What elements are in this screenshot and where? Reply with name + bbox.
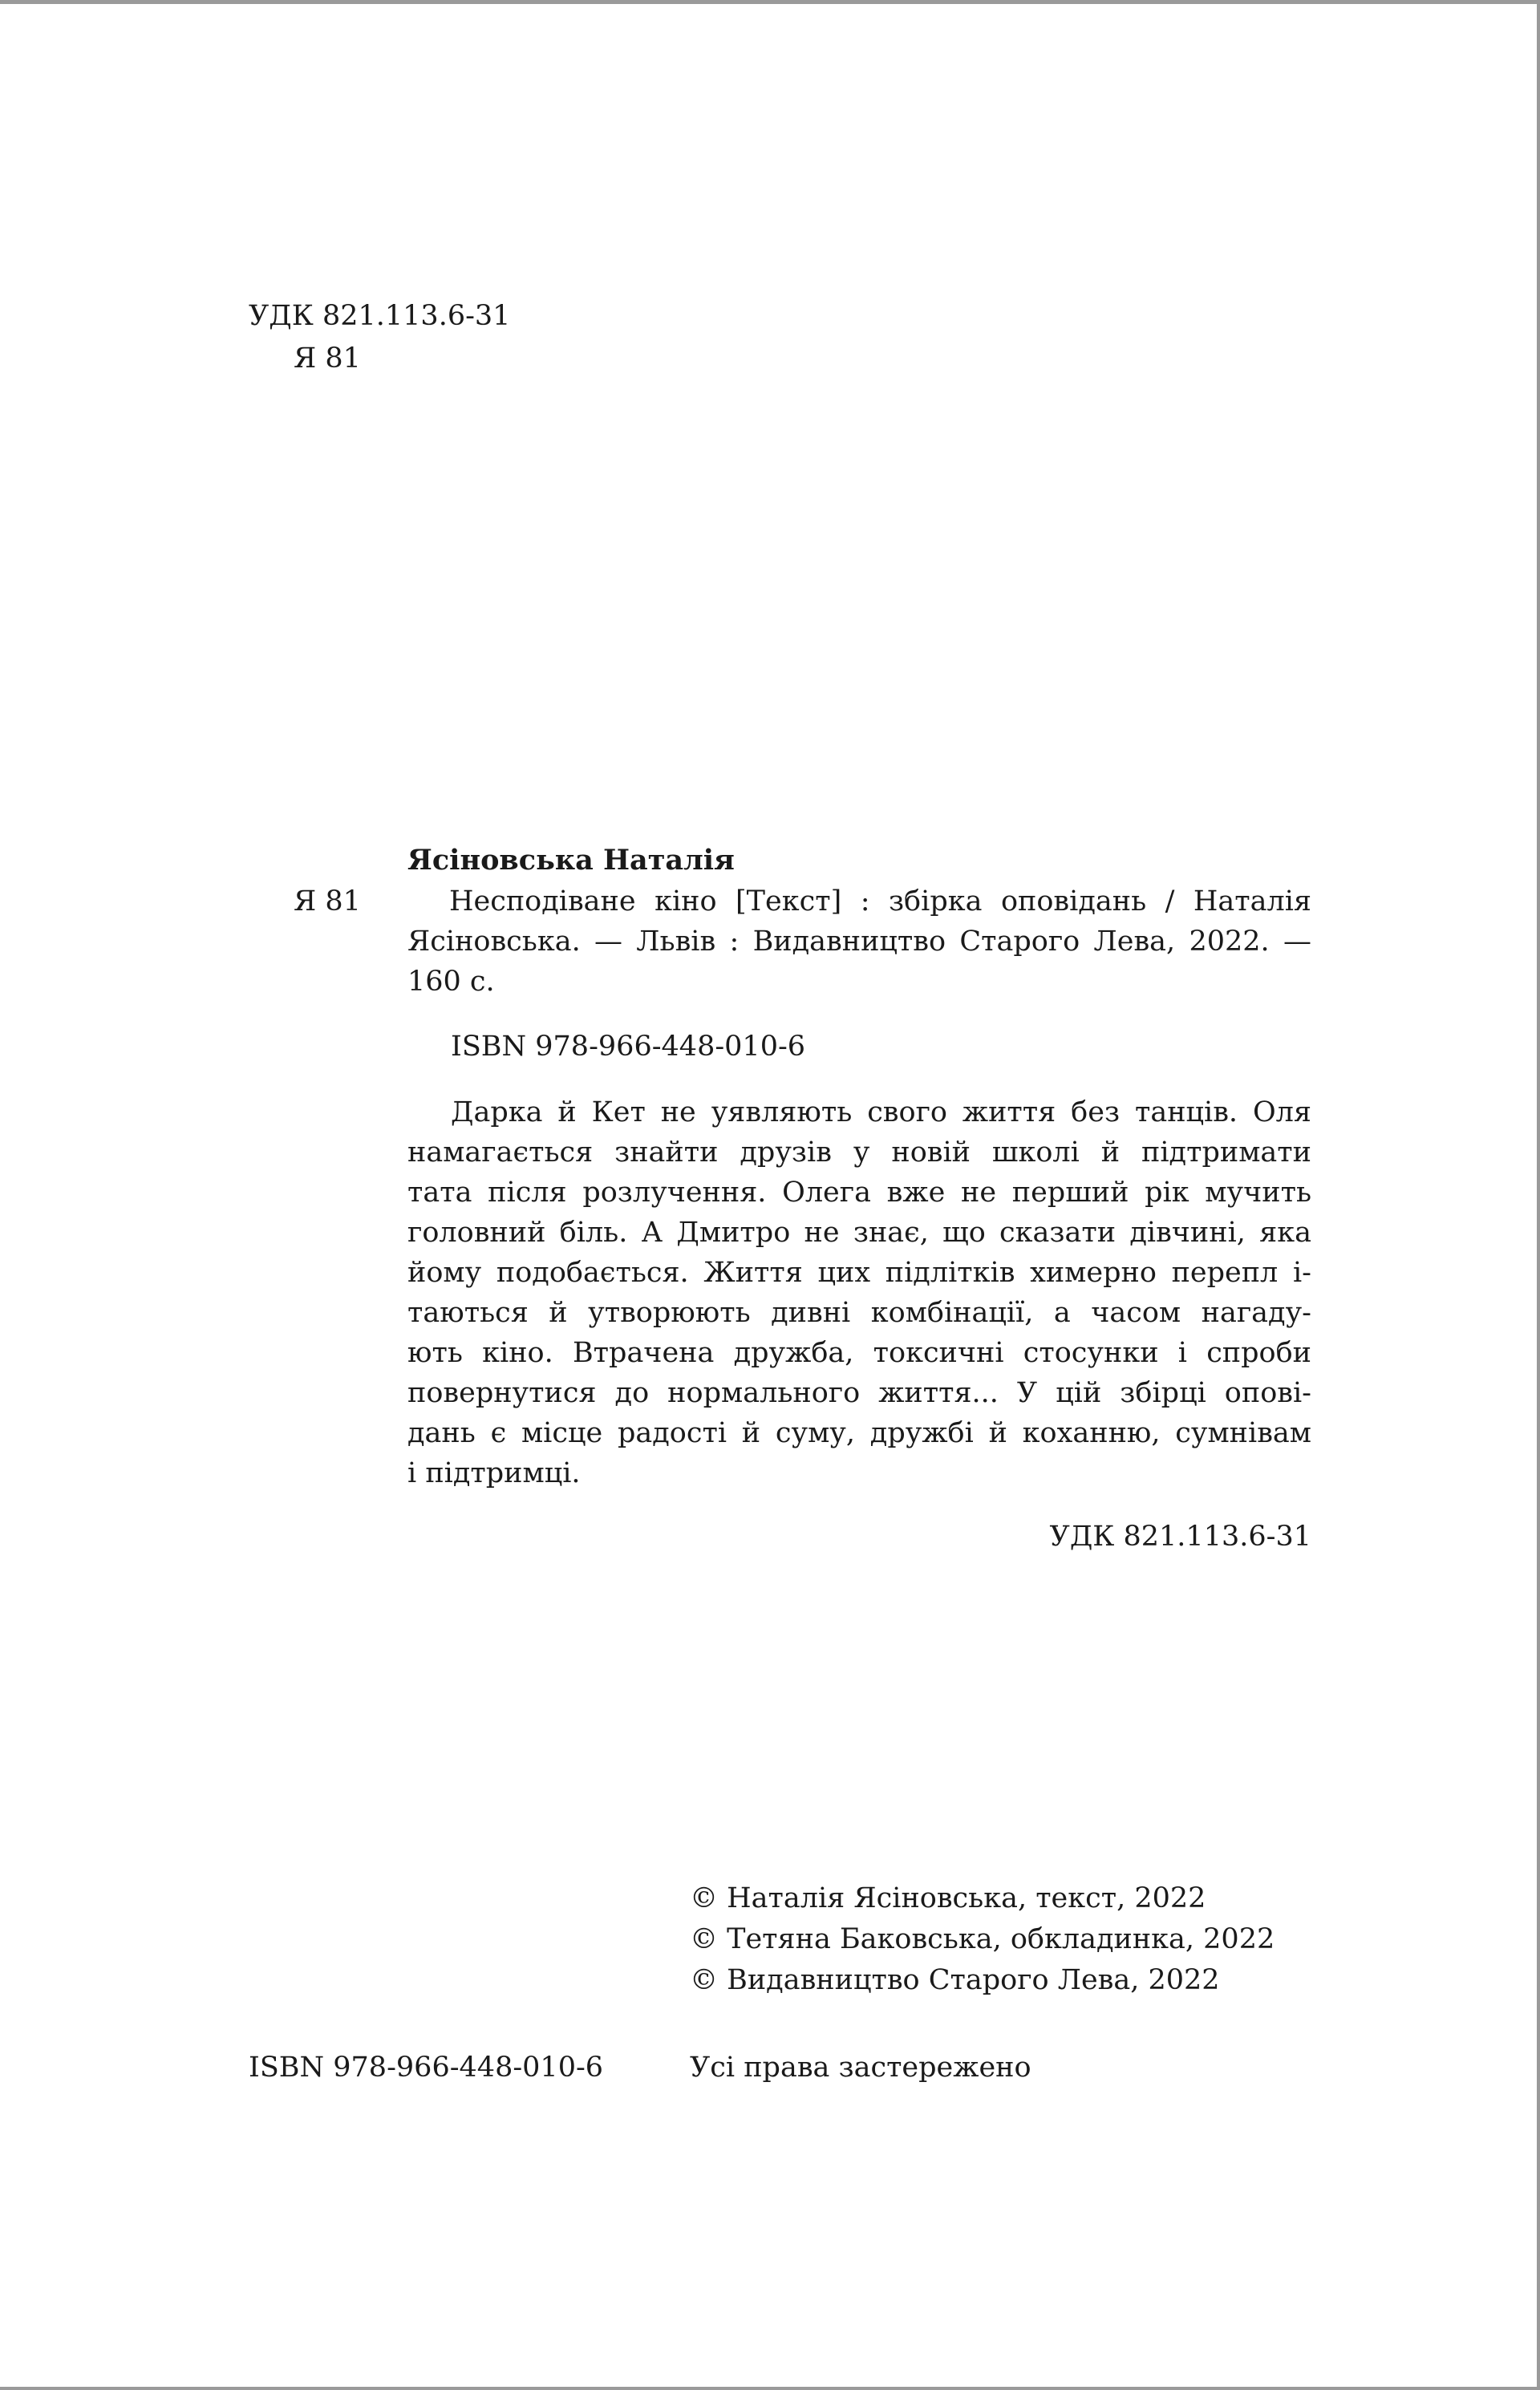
annotation-line: головний біль. А Дмитро не знає, що сказати дівчині, яка xyxy=(407,1217,1311,1249)
annotation-line: повернутися до нормального життя... У цій збірці опові- xyxy=(407,1377,1311,1409)
annotation-line: і підтримці. xyxy=(407,1457,581,1489)
catalog-udk: УДК 821.113.6-31 xyxy=(1049,1521,1311,1553)
copyright-line: © Наталія Ясіновська, текст, 2022 xyxy=(690,1882,1206,1914)
annotation-line: таються й утворюють дивні комбінації, а часом нагаду- xyxy=(407,1297,1311,1329)
annotation-line: дань є місце радості й суму, дружбі й коханню, сумнівам xyxy=(407,1417,1311,1449)
footer-isbn: ISBN 978-966-448-010-6 xyxy=(249,2052,604,2084)
copyright-line: © Видавництво Старого Лева, 2022 xyxy=(690,1964,1220,1996)
annotation-line: йому подобається. Життя цих підлітків химерно перепл і- xyxy=(407,1257,1311,1289)
annotation-line: намагається знайти друзів у новій школі й підтримати xyxy=(407,1136,1311,1169)
page-border-right xyxy=(1537,0,1540,2390)
page-border-top xyxy=(0,0,1540,4)
catalog-author: Ясіновська Наталія xyxy=(407,844,735,877)
udk-header-code: УДК 821.113.6-31 xyxy=(249,300,511,332)
annotation-line: Дарка й Кет не уявляють свого життя без танців. Оля xyxy=(451,1096,1311,1128)
catalog-description-line: Несподіване кіно [Текст] : збірка оповідань / Наталія xyxy=(449,885,1311,918)
annotation-line: тата після розлучення. Олега вже не перший рік мучить xyxy=(407,1177,1311,1209)
udk-header-mark: Я 81 xyxy=(294,342,361,375)
catalog-description-line: 160 с. xyxy=(407,966,495,998)
catalog-description-line: Ясіновська. — Львів : Видавництво Старого Лева, 2022. — xyxy=(407,926,1311,958)
catalog-isbn: ISBN 978-966-448-010-6 xyxy=(451,1031,806,1063)
page-border-bottom xyxy=(0,2387,1540,2390)
annotation-line: ють кіно. Втрачена дружба, токсичні стосунки і спроби xyxy=(407,1337,1311,1369)
footer-rights: Усі права застережено xyxy=(690,2052,1031,2084)
copyright-line: © Тетяна Баковська, обкладинка, 2022 xyxy=(690,1923,1275,1955)
catalog-mark: Я 81 xyxy=(294,885,361,918)
